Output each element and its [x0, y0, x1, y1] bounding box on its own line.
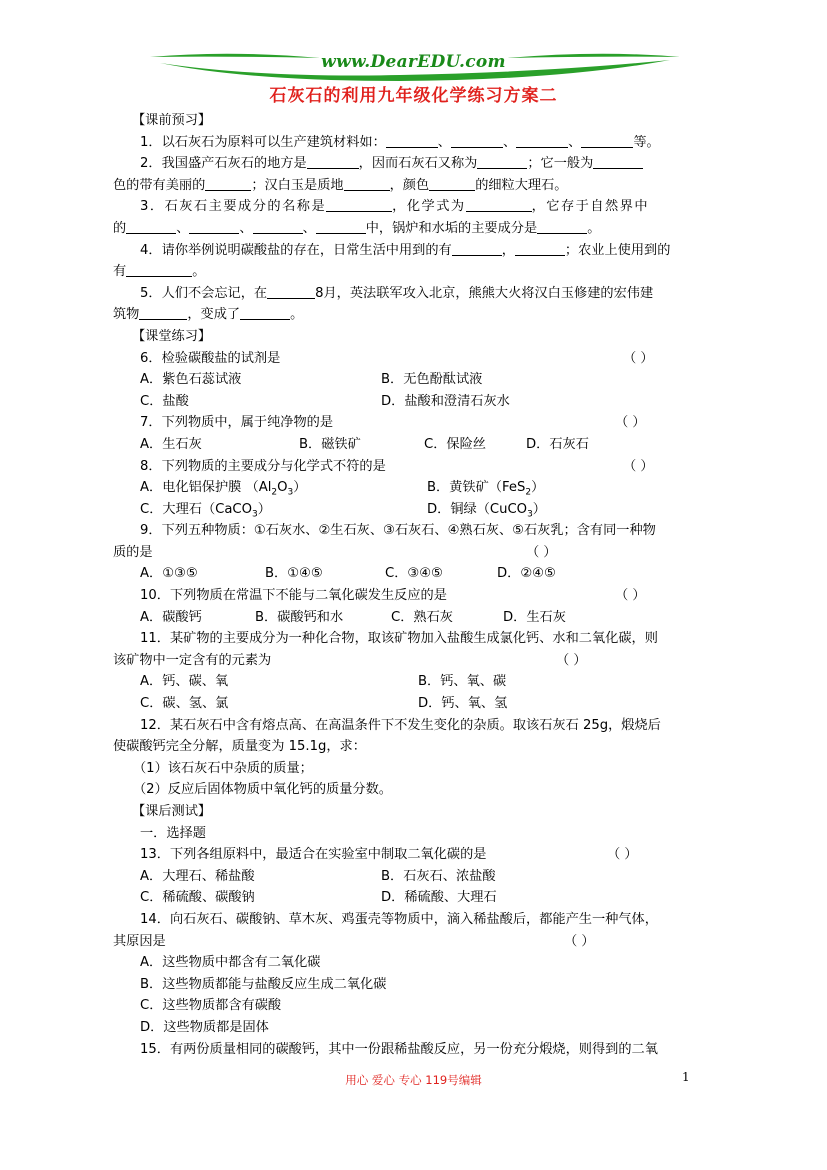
q14-option-c: C．这些物质都含有碳酸 [140, 998, 282, 1014]
q8-options-ab: A．电化铝保护膜 $(Al_2O_3)$ B．黄铁矿（FeS$_2$） [140, 480, 545, 498]
q5-line2: 筑物 ，变成了 。 [113, 307, 304, 323]
q11-stem2: 该矿物中一定含有的元素为 （ ） [113, 652, 587, 668]
q2-line2: 色的带有美丽的 ；汉白玉是质地 ，颜色 的细粒大理石。 [113, 177, 568, 193]
q11-options-cd: C．碳、氢、氯 D．钙、氧、氢 [140, 696, 508, 712]
q13-options-cd: C．稀硫酸、碳酸钠 D．稀硫酸、大理石 [140, 890, 497, 906]
q12-line2: 使碳酸钙完全分解，质量变为 15.1g，求： [113, 739, 366, 755]
q12-line1: 12．某石灰石中含有熔点高、在高温条件下不发生变化的杂质。取该石灰石 25g，煅烧后 [140, 717, 661, 733]
q6-options-cd: C．盐酸 D．盐酸和澄清石灰水 [140, 393, 510, 409]
q3-line2: 的 、 、 、 中，锅炉和水垢的主要成分是 。 [113, 220, 601, 236]
document-title: 石灰石的利用九年级化学练习方案二 [269, 86, 558, 106]
section-post-heading: 【课后测试】 [132, 804, 212, 819]
q14-stem2: 其原因是 （ ） [113, 933, 595, 949]
q9-options: A．①③⑤ B．①④⑤ C．③④⑤ D．②④⑤ [140, 566, 556, 582]
q12-sub2: （2）反应后固体物质中氧化钙的质量分数。 [133, 782, 392, 798]
q9-stem2: 质的是 （ ） [113, 544, 557, 560]
q14-option-a: A．这些物质中都含有二氧化碳 [140, 955, 321, 971]
q13-options-ab: A．大理石、稀盐酸 B．石灰石、浓盐酸 [140, 868, 496, 884]
page-footer: 用心 爱心 专心 119号编辑 [345, 1073, 482, 1087]
q7-stem: 7．下列物质中，属于纯净物的是 （ ） [140, 415, 646, 431]
q10-stem: 10．下列物质在常温下不能与二氧化碳发生反应的是 （ ） [140, 588, 646, 604]
q14-option-d: D．这些物质都是固体 [140, 1019, 269, 1035]
q5-line1: 5．人们不会忘记，在 8月，英法联军攻入北京，熊熊大火将汉白玉修建的宏伟建 [140, 285, 654, 301]
q13-stem: 13．下列各组原料中，最适合在实验室中制取二氧化碳的是 （ ） [140, 847, 638, 863]
q4-line2: 有 。 [113, 264, 206, 280]
q9-stem: 9．下列五种物质：①石灰水、②生石灰、③石灰石、④熟石灰、⑤石灰乳；含有同一种物 [140, 523, 656, 539]
q14-stem: 14．向石灰石、碳酸钠、草木灰、鸡蛋壳等物质中，滴入稀盐酸后，都能产生一种气体， [140, 911, 658, 927]
q8-options-cd: C．大理石（CaCO$_3$） D．铜绿（CuCO$_3$） [140, 501, 546, 520]
q1: 1．以石灰石为原料可以生产建筑材料如： 、 、 、 等。 [140, 134, 660, 150]
section-pre-heading: 【课前预习】 [132, 113, 212, 128]
page-number: 1 [682, 1070, 690, 1084]
section-choice-heading: 一．选择题 [140, 825, 206, 841]
q10-options: A．碳酸钙 B．碳酸钙和水 C．熟石灰 D．生石灰 [140, 609, 566, 625]
q6-stem: 6．检验碳酸盐的试剂是 （ ） [140, 350, 654, 366]
q12-sub1: （1）该石灰石中杂质的质量； [133, 760, 313, 776]
q2-line1: 2．我国盛产石灰石的地方是 ，因而石灰石又称为 ；它一般为 [113, 153, 718, 175]
q8-stem: 8．下列物质的主要成分与化学式不符的是 （ ） [140, 458, 654, 474]
site-logo-text: www.DearEDU.com [321, 52, 506, 72]
document-body [113, 110, 718, 1060]
q4-line1: 4．请你举例说明碳酸盐的存在，日常生活中用到的有 ， ；农业上使用到的 [140, 242, 671, 258]
q7-options: A．生石灰 B．磁铁矿 C．保险丝 D．石灰石 [140, 436, 589, 452]
section-class-heading: 【课堂练习】 [132, 328, 212, 344]
q11-stem: 11．某矿物的主要成分为一种化合物，取该矿物加入盐酸生成氯化钙、水和二氧化碳，则 [140, 631, 658, 647]
q6-options-ab: A．紫色石蕊试液 B．无色酚酞试液 [140, 372, 483, 388]
q14-option-b: B．这些物质都能与盐酸反应生成二氧化碳 [140, 976, 387, 992]
q11-options-ab: A．钙、碳、氧 B．钙、氧、碳 [140, 674, 507, 690]
q15-stem: 15．有两份质量相同的碳酸钙，其中一份跟稀盐酸反应，另一份充分煅烧，则得到的二氧 [140, 1041, 658, 1057]
q3-line1: 3．石灰石主要成分的名称是 ，化学式为 ，它存于自然界中 [140, 199, 650, 215]
